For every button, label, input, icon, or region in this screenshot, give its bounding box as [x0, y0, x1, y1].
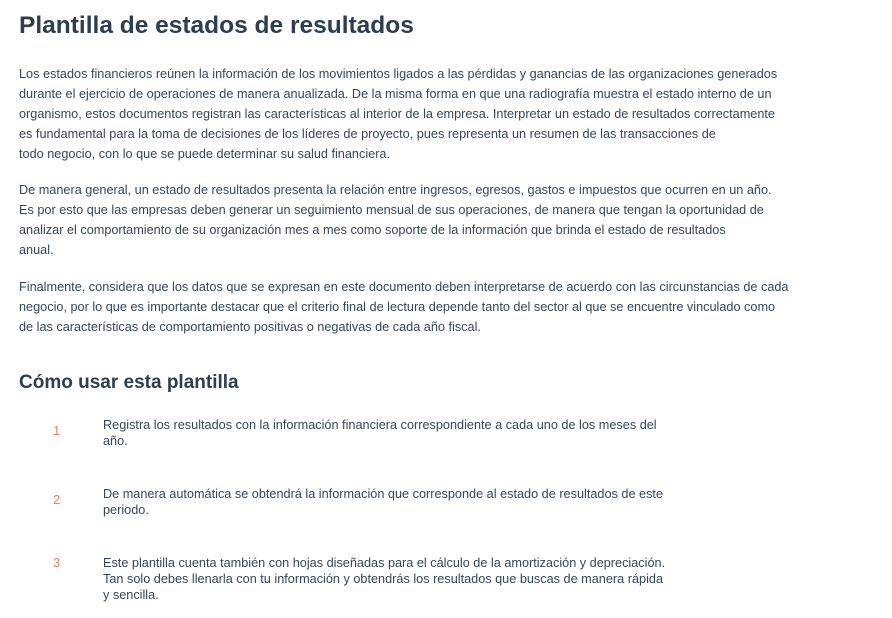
intro-paragraph-3 [19, 277, 819, 337]
step-text [103, 417, 657, 449]
step-line: Este plantilla cuenta también con hojas diseñadas para el cálculo de la amortización y depreciación. [103, 556, 666, 570]
step-line: periodo. [103, 503, 149, 517]
paragraph-line: de las características de comportamiento positivas o negativas de cada año fiscal. [19, 320, 481, 334]
step-line: año. [103, 434, 128, 448]
intro-paragraph-1 [19, 64, 819, 164]
step-line: y sencilla. [103, 588, 159, 602]
step-text [103, 555, 665, 603]
paragraph-line: es fundamental para la toma de decisiones de los líderes de proyecto, pues representa un resumen de las transacciones de [19, 127, 716, 141]
step-line: Registra los resultados con la información financiera correspondiente a cada uno de los meses del [103, 418, 657, 432]
step-text [103, 486, 663, 518]
step-number: 1 [53, 423, 61, 438]
paragraph-line: negocio, por lo que es importante destacar que el criterio final de lectura depende tanto del sector al que se encuentre vinculado como [19, 300, 776, 314]
paragraph-line: Finalmente, considera que los datos que se expresan en este documento deben interpretarse de acuerdo con las circunstancias de cada [19, 280, 789, 294]
step-line: Tan solo debes llenarla con tu información y obtendrás los resultados que buscas de manera rápida [103, 572, 663, 586]
paragraph-line: Es por esto que las empresas deben generar un seguimiento mensual de sus operaciones, de manera que tengan la oportunidad de [19, 203, 764, 217]
step-number: 2 [53, 492, 61, 507]
page-title: Plantilla de estados de resultados [19, 12, 414, 39]
paragraph-line: De manera general, un estado de resultados presenta la relación entre ingresos, egresos, gastos e impuestos que ocurren en un año. [19, 183, 772, 197]
intro-paragraph-2 [19, 180, 819, 260]
paragraph-line: durante el ejercicio de operaciones de manera anualizada. De la misma forma en que una radiografía muestra el estado interno de un [19, 87, 772, 101]
paragraph-line: Los estados financieros reúnen la información de los movimientos ligados a las pérdidas y ganancias de las organizaciones generados [19, 67, 778, 81]
step-number: 3 [53, 555, 61, 570]
paragraph-line: analizar el comportamiento de su organización mes a mes como soporte de la información que brinda el estado de resultados [19, 223, 726, 237]
howto-heading: Cómo usar esta plantilla [19, 372, 239, 393]
step-line: De manera automática se obtendrá la información que corresponde al estado de resultados de este [103, 487, 664, 501]
paragraph-line: organismo, estos documentos registran las características al interior de la empresa. Interpretar un estado de resultados correctamente [19, 107, 775, 121]
paragraph-line: anual. [19, 243, 54, 257]
paragraph-line: todo negocio, con lo que se puede determinar su salud financiera. [19, 147, 391, 161]
